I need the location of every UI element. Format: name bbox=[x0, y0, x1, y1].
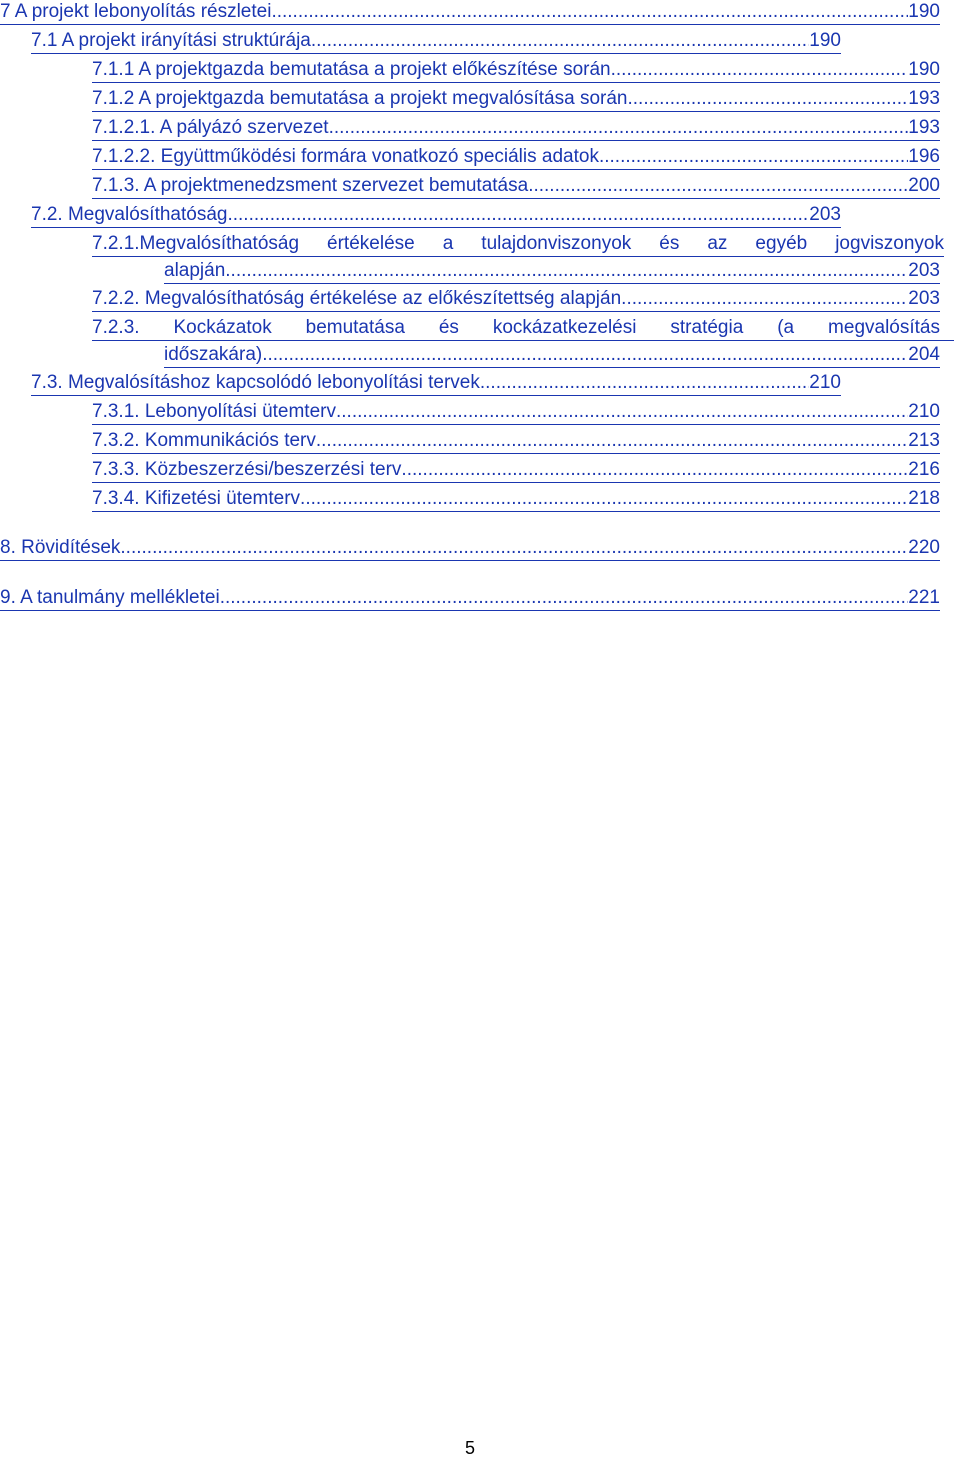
toc-entry-title-continued: alapján bbox=[164, 260, 226, 281]
toc-entry-title: 7.2. Megvalósíthatóság bbox=[31, 204, 228, 225]
toc-entry-7-2-3[interactable] bbox=[92, 316, 954, 368]
toc-entry-title: 7.3.3. Közbeszerzési/beszerzési terv bbox=[92, 459, 402, 480]
toc-entry-page: 203 bbox=[908, 288, 940, 309]
toc-entry-page: 190 bbox=[908, 59, 940, 80]
toc-entry-page: 190 bbox=[908, 1, 940, 22]
toc-entry-title: 7 A projekt lebonyolítás részletei bbox=[0, 1, 272, 22]
toc-entry-page: 193 bbox=[908, 88, 940, 109]
toc-entry-7-3-1[interactable] bbox=[92, 400, 940, 424]
page-number: 5 bbox=[464, 1438, 475, 1458]
toc-entry-7-3-4[interactable] bbox=[92, 487, 940, 511]
toc-entry-title: 7.3.2. Kommunikációs terv bbox=[92, 430, 316, 451]
toc-entry-title: 7.2.1.Megvalósíthatóság értékelése a tulajdonviszonyok és az egyéb jogviszonyok bbox=[92, 232, 944, 257]
toc-entry-8[interactable] bbox=[0, 536, 940, 560]
toc-entry-title: 7.3.1. Lebonyolítási ütemterv bbox=[92, 401, 336, 422]
toc-entry-title: 7.2.3. Kockázatok bemutatása és kockázatkezelési stratégia (a megvalósítás bbox=[92, 316, 954, 341]
toc-entry-title: 7.1 A projekt irányítási struktúrája bbox=[31, 30, 311, 51]
toc-entry-title: 7.2.2. Megvalósíthatóság értékelése az előkészítettség alapján bbox=[92, 288, 622, 309]
toc-entry-title: 7.1.1 A projektgazda bemutatása a projekt előkészítése során bbox=[92, 59, 611, 80]
toc-entry-7-1-1[interactable] bbox=[92, 58, 940, 82]
toc-entry-page: 216 bbox=[908, 459, 940, 480]
toc-entry-7-1[interactable] bbox=[31, 29, 841, 53]
toc-entry-9[interactable] bbox=[0, 586, 940, 610]
toc-entry-7-1-2[interactable] bbox=[92, 87, 940, 111]
toc-entry-7-3[interactable] bbox=[31, 371, 841, 395]
toc-entry-title: 7.1.2 A projektgazda bemutatása a projekt megvalósítása során bbox=[92, 88, 628, 109]
toc-entry-7[interactable] bbox=[0, 0, 940, 24]
toc-entry-page: 193 bbox=[908, 117, 940, 138]
toc-entry-title: 7.1.2.1. A pályázó szervezet bbox=[92, 117, 329, 138]
toc-entry-page: 218 bbox=[908, 488, 940, 509]
toc-entry-page: 190 bbox=[809, 30, 841, 51]
toc-entry-7-2-1[interactable] bbox=[92, 232, 944, 284]
toc-entry-title: 9. A tanulmány mellékletei bbox=[0, 587, 220, 608]
toc-entry-page: 221 bbox=[908, 587, 940, 608]
toc-entry-title: 7.1.3. A projektmenedzsment szervezet bemutatása bbox=[92, 175, 529, 196]
toc-entry-page: 203 bbox=[908, 260, 940, 281]
toc-entry-7-1-2-2[interactable] bbox=[92, 145, 940, 169]
toc-entry-7-2-2[interactable] bbox=[92, 287, 940, 311]
toc-entry-page: 210 bbox=[908, 401, 940, 422]
toc-entry-7-2[interactable] bbox=[31, 203, 841, 227]
toc-entry-page: 204 bbox=[908, 344, 940, 365]
toc-entry-page: 213 bbox=[908, 430, 940, 451]
toc-entry-title: 7.1.2.2. Együttműködési formára vonatkozó speciális adatok bbox=[92, 146, 599, 167]
toc-entry-title: 7.3. Megvalósításhoz kapcsolódó lebonyolítási tervek bbox=[31, 372, 480, 393]
toc-entry-7-3-3[interactable] bbox=[92, 458, 940, 482]
toc-entry-title: 8. Rövidítések bbox=[0, 537, 121, 558]
toc-entry-title: 7.3.4. Kifizetési ütemterv bbox=[92, 488, 301, 509]
toc-entry-7-1-3[interactable] bbox=[92, 174, 940, 198]
toc-entry-page: 196 bbox=[908, 146, 940, 167]
toc-entry-page: 220 bbox=[908, 537, 940, 558]
toc-entry-page: 203 bbox=[809, 204, 841, 225]
toc-entry-page: 210 bbox=[809, 372, 841, 393]
toc-entry-7-1-2-1[interactable] bbox=[92, 116, 940, 140]
toc-entry-page: 200 bbox=[908, 175, 940, 196]
toc-entry-7-3-2[interactable] bbox=[92, 429, 940, 453]
toc-entry-title-continued: időszakára) bbox=[164, 344, 263, 365]
